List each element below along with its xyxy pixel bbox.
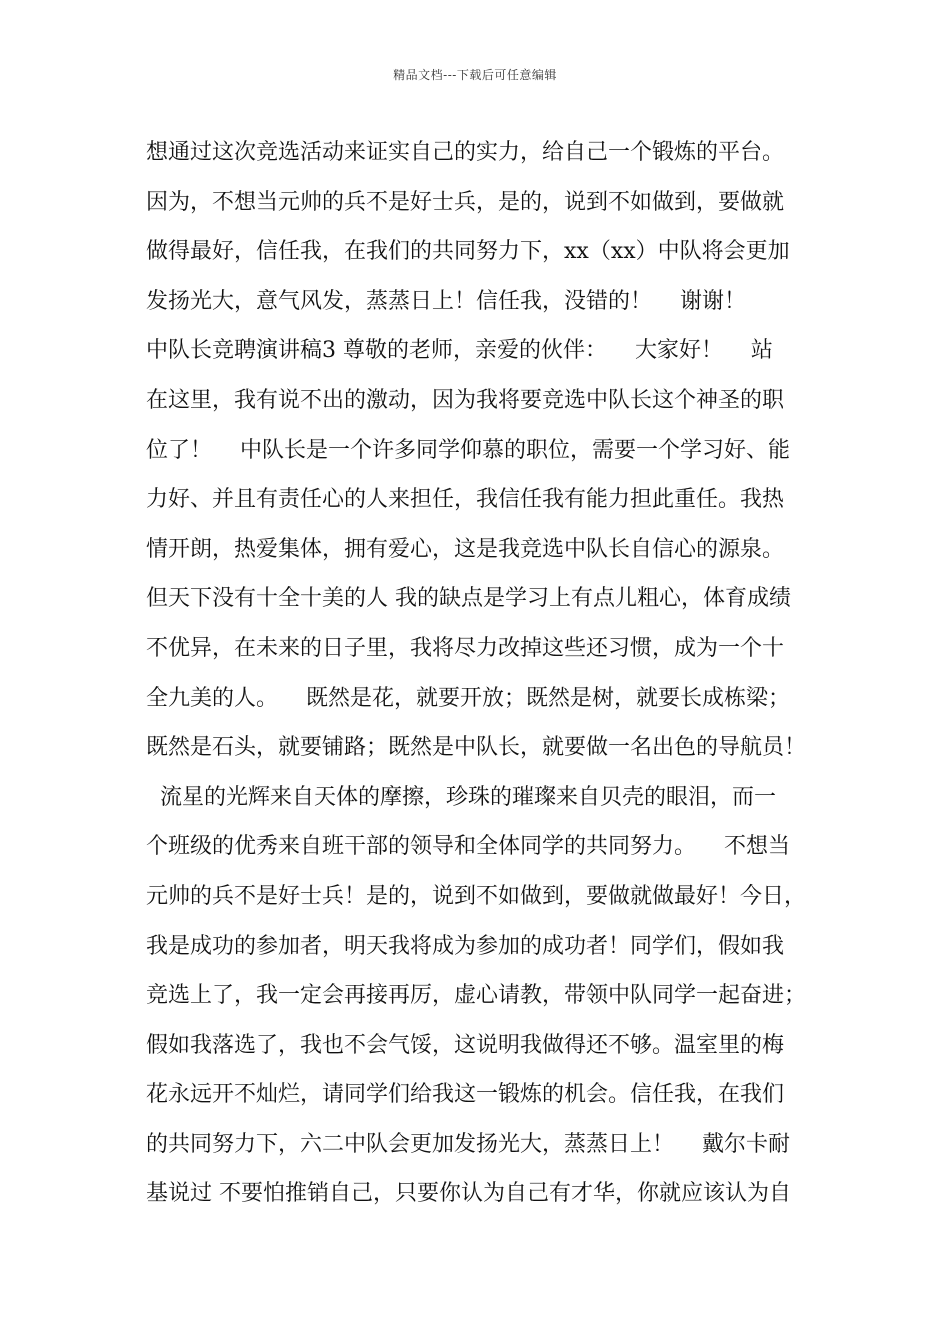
text-line: 全九美的人。 既然是花，就要开放；既然是树，就要长成栋梁；: [146, 685, 790, 711]
text-line: 假如我落选了，我也不会气馁，这说明我做得还不够。温室里的梅: [146, 1032, 785, 1058]
text-line: 发扬光大，意气风发，蒸蒸日上！信任我，没错的！ 谢谢！: [146, 288, 746, 314]
text-line: 的共同努力下，六二中队会更加发扬光大，蒸蒸日上！ 戴尔卡耐: [146, 1131, 790, 1157]
text-line: 但天下没有十全十美的人 我的缺点是学习上有点儿粗心，体育成绩: [146, 586, 791, 612]
text-line: 个班级的优秀来自班干部的领导和全体同学的共同努力。 不想当: [146, 834, 790, 860]
page-header: 精品文档---下载后可任意编辑: [393, 68, 557, 82]
document-body: [146, 128, 836, 1219]
text-line: 情开朗，热爱集体，拥有爱心，这是我竞选中队长自信心的源泉。: [146, 536, 785, 562]
text-line: 位了！ 中队长是一个许多同学仰慕的职位，需要一个学习好、能: [146, 437, 790, 463]
text-line: 力好、并且有责任心的人来担任，我信任我有能力担此重任。我热: [146, 487, 785, 513]
text-line: 不优异，在未来的日子里，我将尽力改掉这些还习惯，成为一个十: [146, 635, 785, 661]
text-line: 因为，不想当元帅的兵不是好士兵，是的，说到不如做到，要做就: [146, 189, 785, 215]
text-line: 竞选上了，我一定会再接再厉，虚心请教，带领中队同学一起奋进；: [146, 983, 807, 1009]
text-line: 做得最好，信任我，在我们的共同努力下，xx（xx）中队将会更加: [146, 239, 790, 265]
text-line: 元帅的兵不是好士兵！是的，说到不如做到，要做就做最好！今日，: [146, 883, 807, 909]
text-line: 想通过这次竞选活动来证实自己的实力，给自己一个锻炼的平台。: [146, 140, 785, 165]
text-line: 基说过 不要怕推销自己，只要你认为自己有才华，你就应该认为自: [146, 1181, 791, 1207]
text-line: 中队长竞聘演讲稿3 尊敬的老师，亲爱的伙伴： 大家好！ 站: [146, 338, 773, 364]
text-line: 流星的光辉来自天体的摩擦，珍珠的璀璨来自贝壳的眼泪，而一: [146, 784, 776, 810]
text-line: 既然是石头，就要铺路；既然是中队长，就要做一名出色的导航员！: [146, 735, 807, 761]
text-line: 在这里，我有说不出的激动，因为我将要竞选中队长这个神圣的职: [146, 387, 785, 413]
text-line: 我是成功的参加者，明天我将成为参加的成功者！同学们，假如我: [146, 933, 785, 959]
text-line: 花永远开不灿烂，请同学们给我这一锻炼的机会。信任我，在我们: [146, 1082, 785, 1108]
